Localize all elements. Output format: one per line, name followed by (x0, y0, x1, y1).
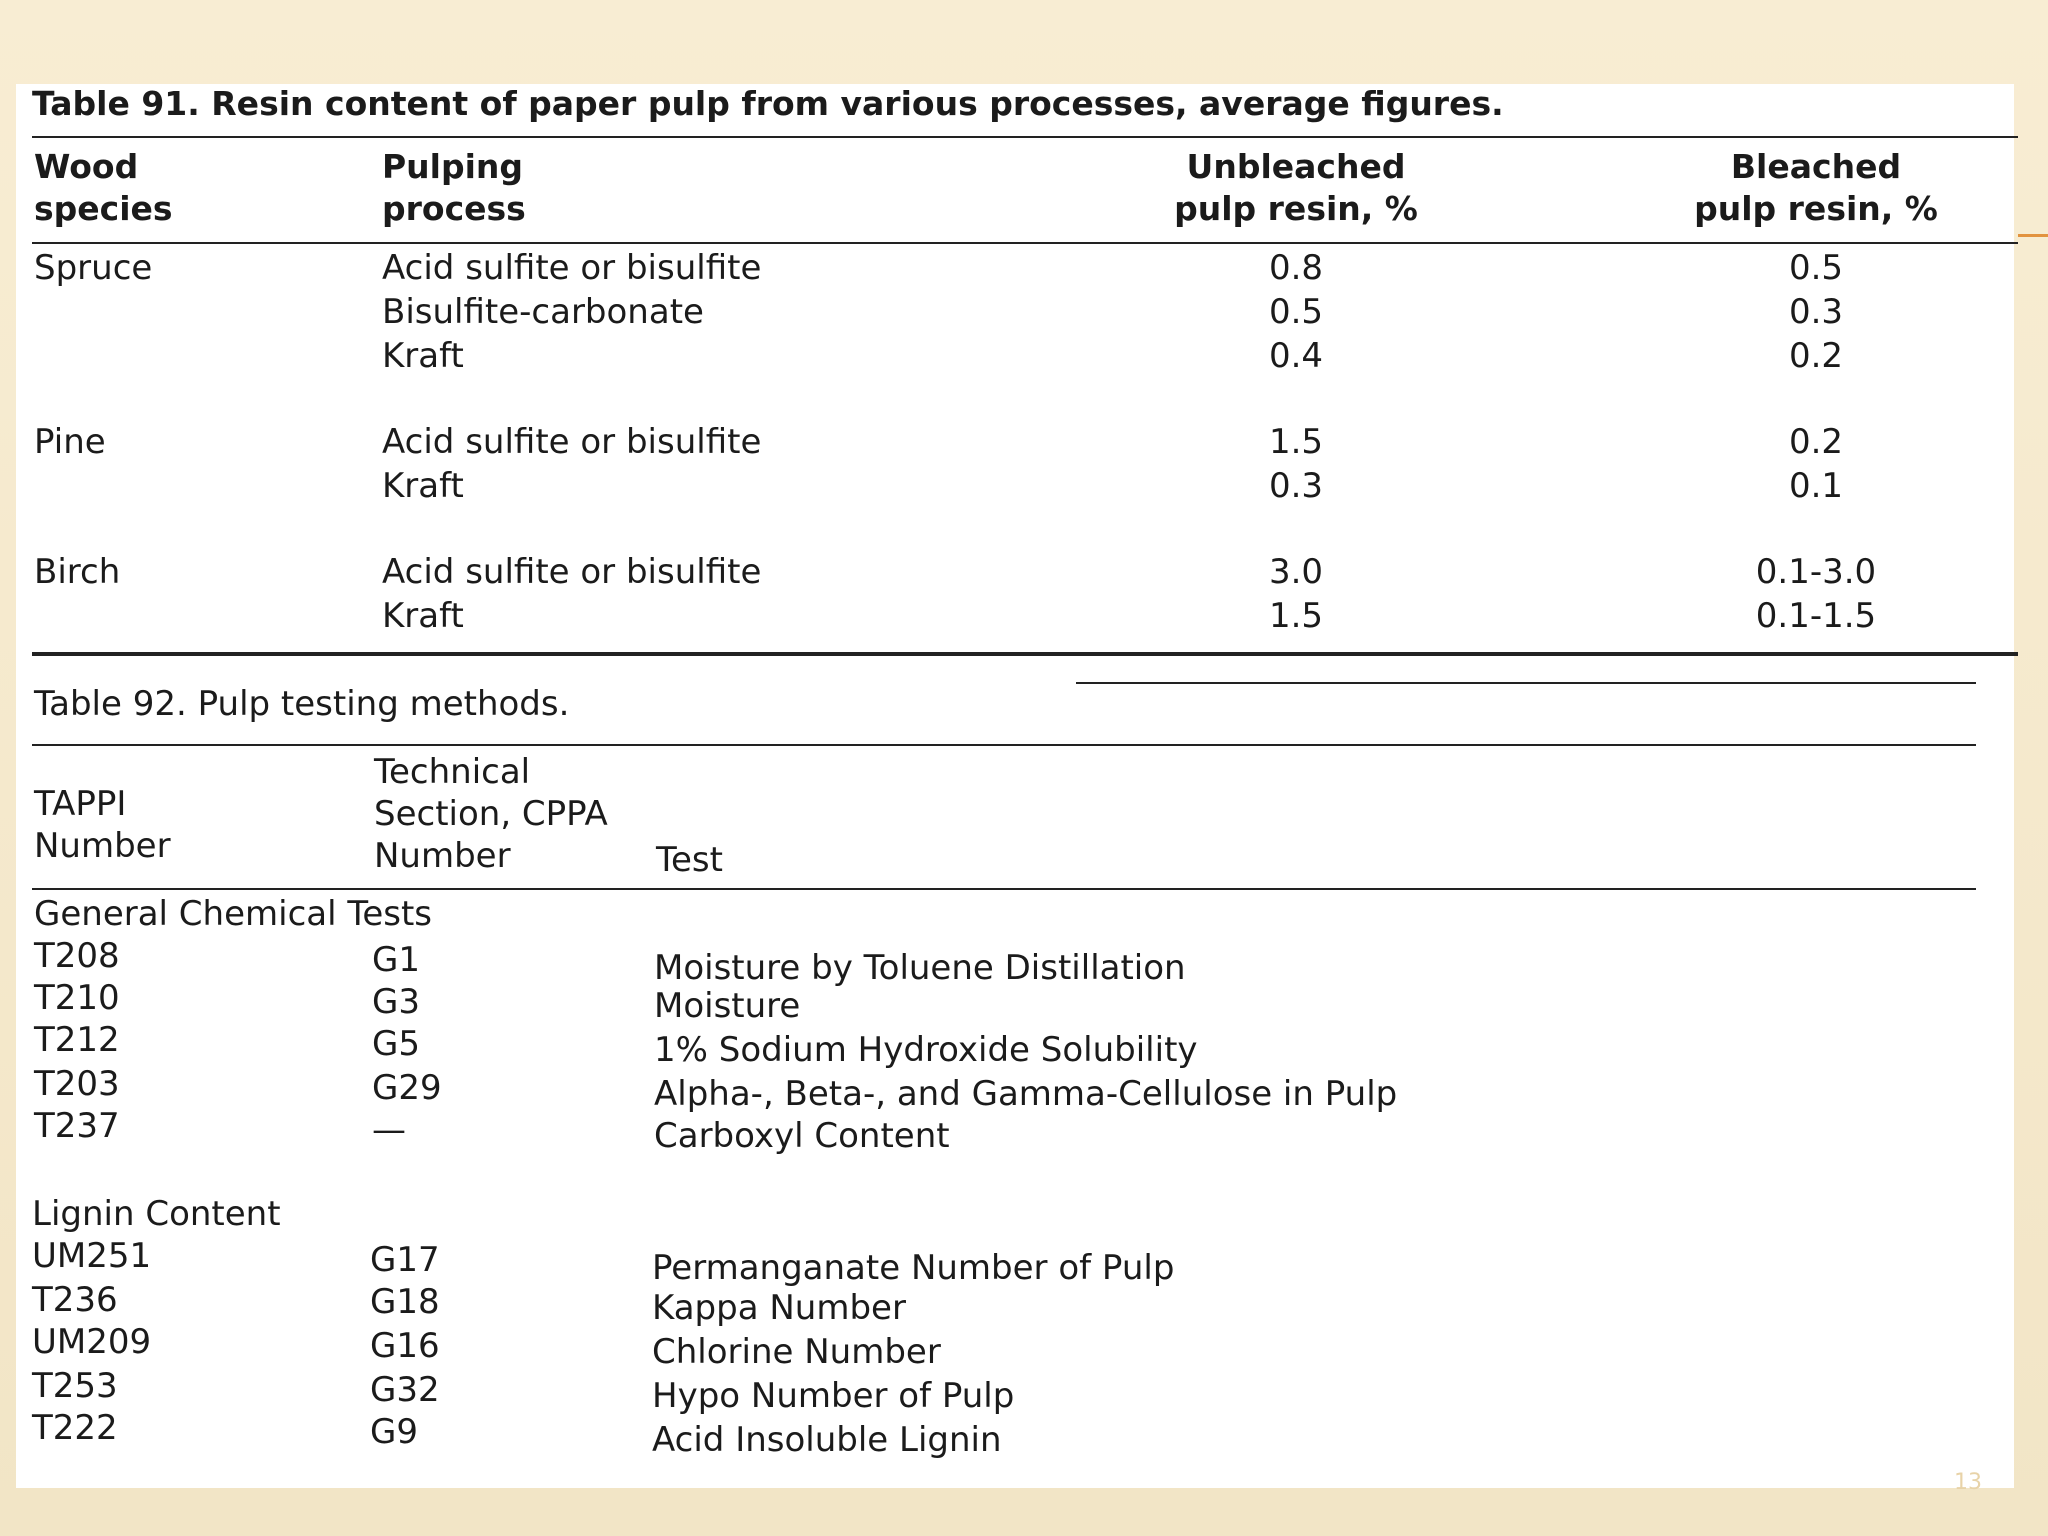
test-name: Acid Insoluble Lignin (652, 1420, 1002, 1460)
header-cppa-line3: Number (374, 836, 511, 876)
header-bleached-line1: Bleached (1730, 147, 1902, 186)
row-unbleached-value: 1.5 (1268, 422, 1324, 462)
header-wood-species-line1: Wood (34, 147, 139, 186)
row-process: Bisulfite-carbonate (382, 292, 704, 332)
row-process: Kraft (382, 336, 464, 376)
test-name: Chlorine Number (652, 1332, 941, 1372)
tappi-number: UM251 (32, 1236, 152, 1276)
tappi-number: T203 (34, 1064, 120, 1104)
header-unbleached-line1: Unbleached (1186, 147, 1406, 186)
header-tappi-line2: Number (34, 826, 171, 866)
header-cppa-line1: Technical (374, 752, 531, 792)
row-unbleached-value: 0.8 (1268, 248, 1324, 288)
header-tappi-line1: TAPPI (34, 784, 127, 824)
test-name: 1% Sodium Hydroxide Solubility (654, 1030, 1198, 1070)
header-unbleached-line2: pulp resin, % (1174, 189, 1418, 228)
test-name: Hypo Number of Pulp (652, 1376, 1015, 1416)
test-name: Carboxyl Content (654, 1116, 950, 1156)
cppa-number: G18 (370, 1282, 440, 1322)
row-unbleached-value: 0.5 (1268, 292, 1324, 332)
table92-top-rule (32, 744, 1976, 746)
tappi-number: T253 (32, 1366, 118, 1406)
table91-top-rule (32, 136, 2018, 138)
row-species: Pine (34, 422, 106, 462)
cppa-number: G17 (370, 1240, 440, 1280)
header-pulping-process-line2: process (382, 189, 526, 228)
table92-top-rule-fragment (1076, 682, 1976, 684)
title-accent-line (2018, 234, 2048, 237)
table91-bottom-rule (32, 652, 2018, 656)
tappi-number: T236 (32, 1280, 118, 1320)
row-species: Birch (34, 552, 121, 592)
row-process: Kraft (382, 466, 464, 506)
cppa-number: G5 (372, 1024, 420, 1064)
header-pulping-process-line1: Pulping (382, 147, 524, 186)
tappi-number: T210 (34, 978, 120, 1018)
row-process: Kraft (382, 596, 464, 636)
tappi-number: T212 (34, 1020, 120, 1060)
section-title: General Chemical Tests (34, 894, 433, 934)
row-process: Acid sulfite or bisulfite (382, 248, 762, 288)
row-bleached-value: 0.1-1.5 (1755, 596, 1877, 636)
row-unbleached-value: 0.3 (1268, 466, 1324, 506)
header-wood-species-line2: species (34, 189, 173, 228)
cppa-number: G16 (370, 1326, 440, 1366)
row-unbleached-value: 1.5 (1268, 596, 1324, 636)
table92-caption: Table 92. Pulp testing methods. (34, 684, 570, 724)
cppa-number: G1 (372, 940, 420, 980)
row-process: Acid sulfite or bisulfite (382, 552, 762, 592)
row-unbleached-value: 3.0 (1268, 552, 1324, 592)
row-bleached-value: 0.1-3.0 (1755, 552, 1877, 592)
header-cppa-line2: Section, CPPA (374, 794, 608, 834)
tappi-number: T208 (34, 936, 120, 976)
slide-number: 13 (1954, 1470, 1982, 1495)
table91-caption: Table 91. Resin content of paper pulp from various processes, average figures. (32, 84, 1504, 123)
scanned-page (16, 84, 2014, 1488)
tappi-number: UM209 (32, 1322, 152, 1362)
header-bleached-line2: pulp resin, % (1694, 189, 1938, 228)
cppa-number: G32 (370, 1370, 440, 1410)
cppa-number: G9 (370, 1412, 418, 1452)
cppa-number: G3 (372, 982, 420, 1022)
table92-header-rule (32, 888, 1976, 890)
test-name: Moisture (654, 986, 801, 1026)
test-name: Permanganate Number of Pulp (652, 1248, 1175, 1288)
row-species: Spruce (34, 248, 153, 288)
tappi-number: T237 (34, 1106, 120, 1146)
row-bleached-value: 0.2 (1788, 422, 1844, 462)
test-name: Alpha-, Beta-, and Gamma-Cellulose in Pulp (654, 1074, 1398, 1114)
row-bleached-value: 0.2 (1788, 336, 1844, 376)
tappi-number: T222 (32, 1408, 118, 1448)
test-name: Kappa Number (652, 1288, 906, 1328)
table91-header-rule (32, 242, 2018, 244)
header-test: Test (656, 840, 723, 880)
section-title: Lignin Content (32, 1194, 281, 1234)
test-name: Moisture by Toluene Distillation (654, 948, 1186, 988)
row-bleached-value: 0.3 (1788, 292, 1844, 332)
cppa-number: — (372, 1110, 406, 1150)
row-bleached-value: 0.5 (1788, 248, 1844, 288)
row-unbleached-value: 0.4 (1268, 336, 1324, 376)
row-process: Acid sulfite or bisulfite (382, 422, 762, 462)
cppa-number: G29 (372, 1068, 442, 1108)
row-bleached-value: 0.1 (1788, 466, 1844, 506)
